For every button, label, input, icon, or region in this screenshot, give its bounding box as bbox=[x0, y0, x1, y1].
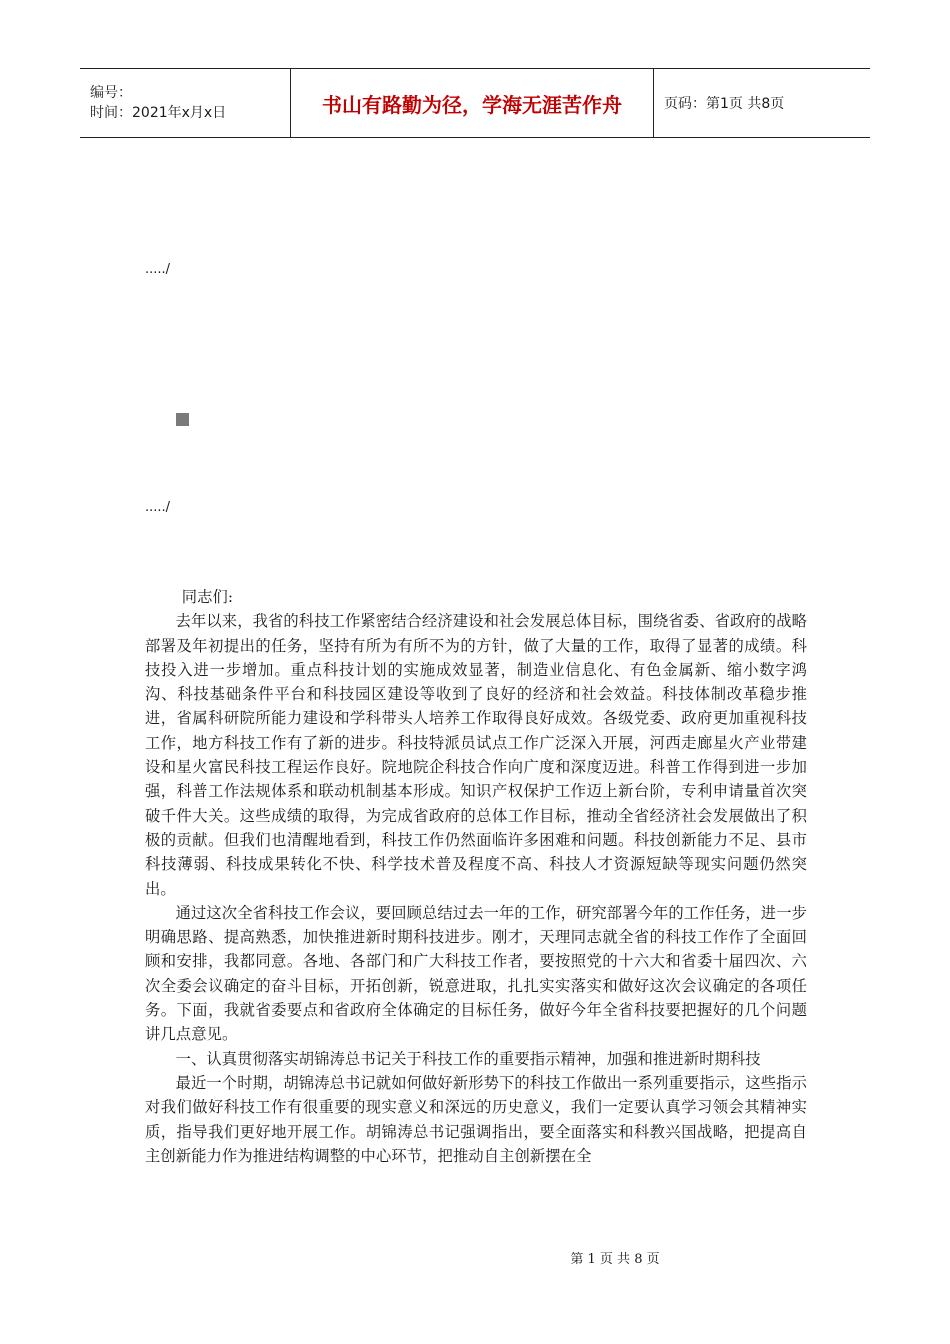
section-heading: 一、认真贯彻落实胡锦涛总书记关于科技工作的重要指示精神，加强和推进新时期科技 bbox=[175, 1049, 761, 1068]
page-footer: 第 1 页 共 8 页 bbox=[570, 1252, 660, 1267]
document-body bbox=[145, 585, 807, 1168]
number-label: 编号： bbox=[90, 85, 132, 101]
top-marker: ...../ bbox=[145, 262, 171, 277]
paragraph: 通过这次全省科技工作会议，要回顾总结过去一年的工作，研究部署今年的工作任务，进一步明确思路、提高熟悉，加快推进新时期科技进步。刚才，天理同志就全省的科技工作作了全面回顾和安排，我都同意。各地、各部门和广大科技工作者，要按照党的十六大和省委十届四次、六次全委会议确定的奋斗目标，开拓创新，锐意进取，扎扎实实落实和做好这次会议确定的各项任务。下面，我就省委要点和省政府全体确定的目标任务，做好今年全省科技要把握好的几个问题讲几点意见。 bbox=[145, 903, 807, 1044]
paragraph: 去年以来，我省的科技工作紧密结合经济建设和社会发展总体目标，围绕省委、省政府的战略部署及年初提出的任务，坚持有所为有所不为的方针，做了大量的工作，取得了显著的成绩。科技投入进一步增加。重点科技计划的实施成效显著，制造业信息化、有色金属新、缩小数字鸿沟、科技基础条件平台和科技园区建设等收到了良好的经济和社会效益。科技体制改革稳步推进，省属科研院所能力建设和学科带头人培养工作取得良好成效。各级党委、政府更加重视科技工作，地方科技工作有了新的进步。科技特派员试点工作广泛深入开展，河西走廊星火产业带建设和星火富民科技工程运作良好。院地院企科技合作向广度和深度迈进。科普工作得到进一步加强，科普工作法规体系和联动机制基本形成。知识产权保护工作迈上新台阶，专利申请量首次突破千件大关。这些成绩的取得，为完成省政府的总体工作目标，推动全省经济社会发展做出了积极的贡献。但我们也清醒地看到，科技工作仍然面临许多困难和问题。科技创新能力不足、县市科技薄弱、科技成果转化不快、科学技术普及程度不高、科技人才资源短缺等现实问题仍然突出。 bbox=[145, 612, 807, 898]
bottom-marker: ...../ bbox=[145, 500, 171, 515]
header-meta bbox=[80, 69, 291, 137]
header-motto: 书山有路勤为径，学海无涯苦作舟 bbox=[291, 69, 654, 137]
paragraph: 最近一个时期，胡锦涛总书记就如何做好新形势下的科技工作做出一系列重要指示，这些指示对我们做好科技工作有很重要的现实意义和深远的历史意义，我们一定要认真学习领会其精神实质，指导我们更好地开展工作。胡锦涛总书记强调指出，要全面落实和科教兴国战略，把提高自主创新能力作为推进结构调整的中心环节，把推动自主创新摆在全 bbox=[145, 1073, 807, 1165]
greeting: 同志们: bbox=[181, 588, 234, 606]
date-label: 时间：2021年x月x日 bbox=[90, 105, 227, 121]
header-page-info: 页码：第1页 共8页 bbox=[664, 96, 785, 112]
placeholder-square-icon bbox=[176, 413, 189, 426]
document-header bbox=[80, 68, 870, 138]
